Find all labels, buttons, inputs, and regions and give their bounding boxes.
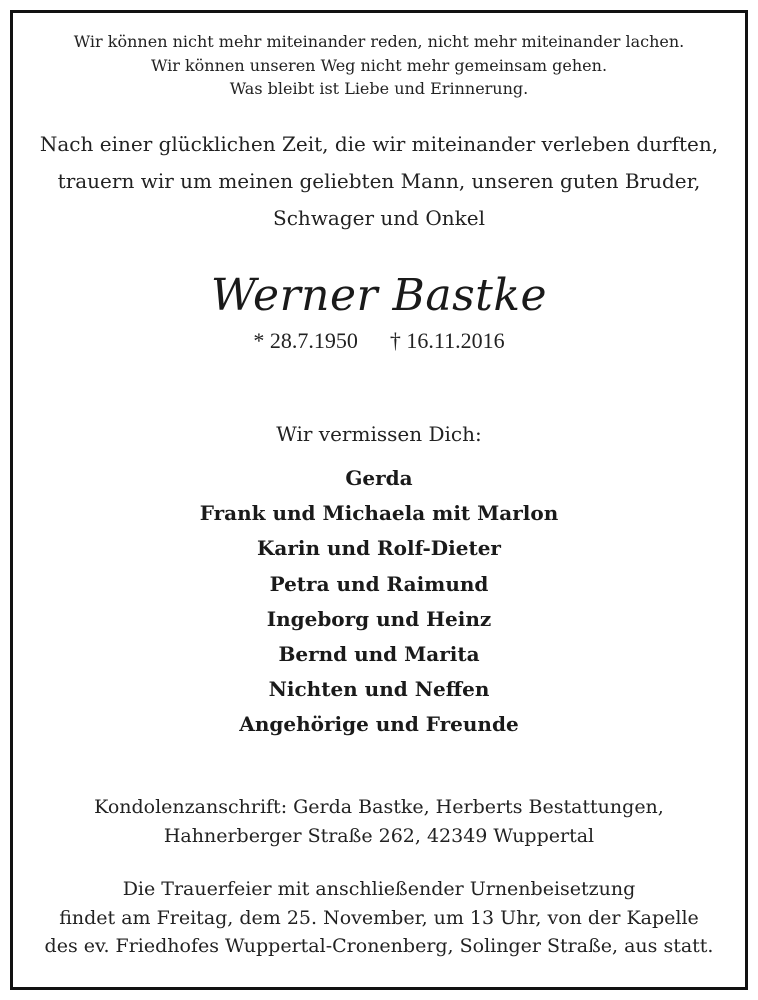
funeral-notice [13,875,745,961]
intro-text [13,126,745,237]
funeral-line: Die Trauerfeier mit anschließender Urnenbeisetzung [122,878,636,900]
mourners-list [13,461,745,743]
mourner-entry: Karin und Rolf-Dieter [257,536,501,561]
miss-line: Wir vermissen Dich: [276,422,482,446]
poem-line: Wir können unseren Weg nicht mehr gemeinsam gehen. [150,55,608,75]
mourner-entry: Frank und Michaela mit Marlon [199,501,559,526]
intro-line: Schwager und Onkel [273,206,485,230]
condolence-address [13,793,745,850]
intro-line: trauern wir um meinen geliebten Mann, unseren guten Bruder, [57,169,701,193]
mourner-entry: Nichten und Neffen [268,677,490,702]
mourner-entry: Bernd und Marita [278,642,480,667]
life-dates [13,326,745,356]
obituary-frame [10,10,748,990]
condolence-line: Kondolenzanschrift: Gerda Bastke, Herberts Bestattungen, [94,796,664,818]
poem-line: Was bleibt ist Liebe und Erinnerung. [229,79,529,98]
mourner-entry: Petra und Raimund [269,571,489,596]
intro-line: Nach einer glücklichen Zeit, die wir miteinander verleben durften, [39,132,719,156]
deceased-name: Werner Bastke [210,270,548,321]
mourner-entry: Gerda [345,466,413,490]
poem-line: Wir können nicht mehr miteinander reden, nicht mehr miteinander lachen. [73,32,685,51]
funeral-line: des ev. Friedhofes Wuppertal-Cronenberg, Solinger Straße, aus statt. [44,935,714,957]
birth-date: * 28.7.1950 [253,328,358,353]
mourner-entry: Angehörige und Freunde [239,712,519,737]
condolence-line: Hahnerberger Straße 262, 42349 Wuppertal [163,824,595,847]
funeral-line: findet am Freitag, dem 25. November, um 13 Uhr, von der Kapelle [59,906,699,929]
poem-block [13,30,745,101]
mourner-entry: Ingeborg und Heinz [266,606,492,631]
death-date: † 16.11.2016 [389,328,505,353]
